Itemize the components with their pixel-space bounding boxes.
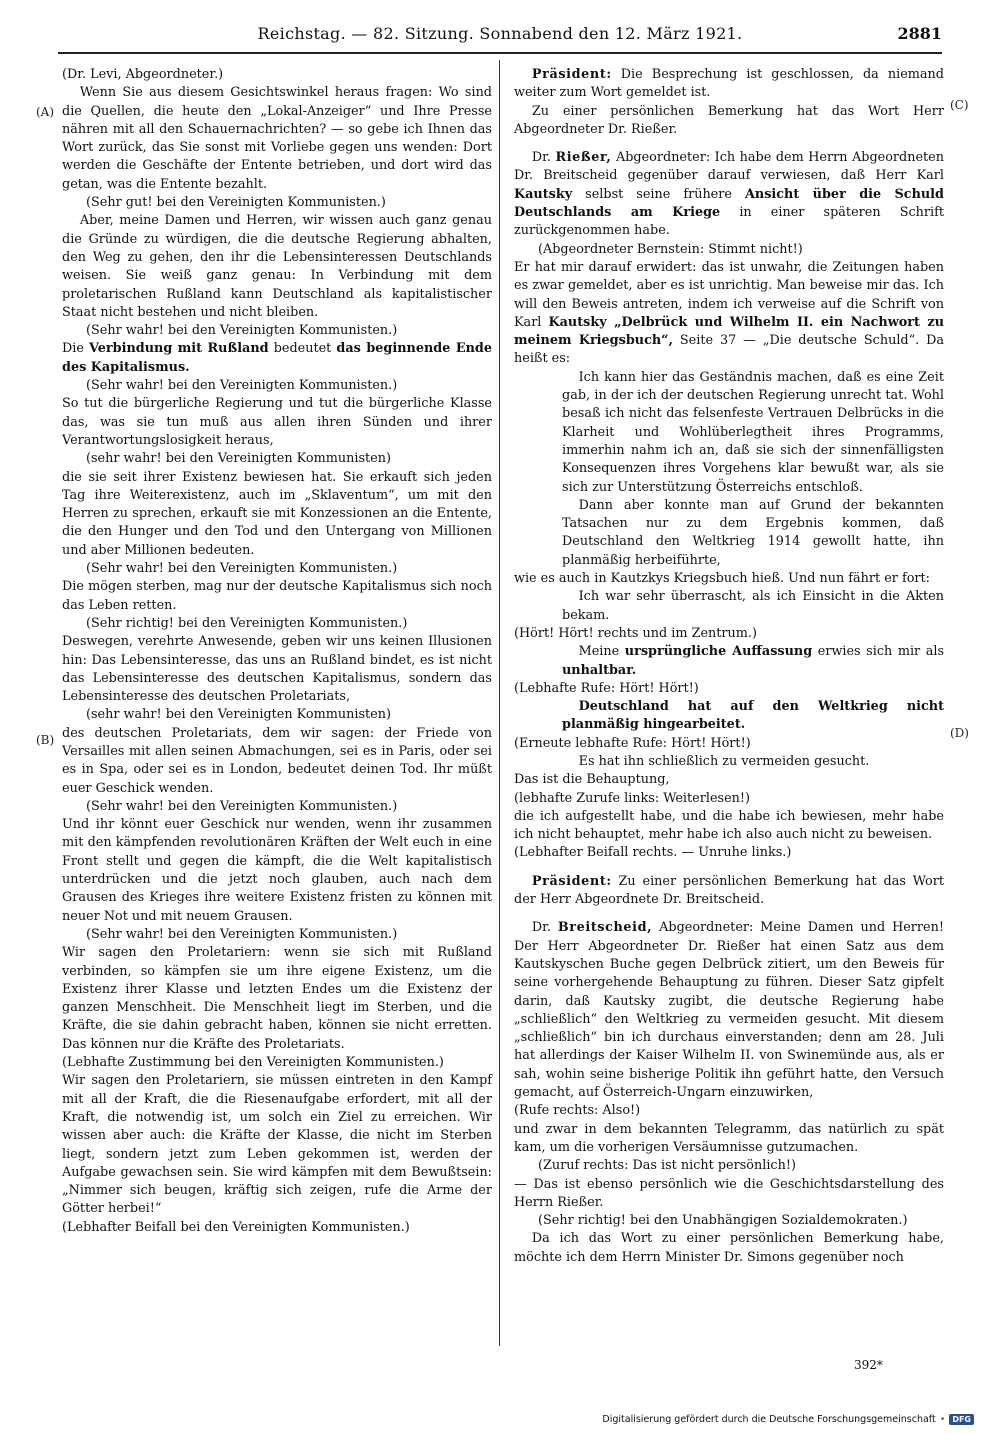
quotation — [514, 643, 944, 680]
speaker-name: Präsident: — [531, 873, 612, 889]
margin-letter-d: (D) — [950, 726, 969, 740]
emphasis: Kautsky — [514, 186, 573, 202]
text-run: Abgeordneter: Meine Damen und Herren! Der Herr Abgeordneter Dr. Rießer hat einen Satz aus dem Kautskyschen Buche gegen Delbrück zitiert, um den Beweis für seine vorhergehende Behauptung zu führen. Dieser Satz gipfelt darin, daß Kautsky zugibt, die deutsche Regierung habe „schließlich“ den Weltkrieg zu vermeiden gesucht. Mit diesem „schließlich“ bin ich durchaus einverstanden; denn am 28. Juli hat allerdings der Kaiser Wilhelm II. von Swinemünde aus, als er sah, wohin seine bisherige Politik ihn geführt hatte, den Versuch gemacht, auf Österreich-Ungarn einzuwirken, — [514, 920, 944, 1101]
quotation: Dann aber konnte man auf Grund der bekannten Tatsachen nur zu dem Ergebnis kommen, daß Deutschland den Weltkrieg 1914 gewollt hatte, ihn planmäßig herbeiführte, — [562, 497, 944, 568]
text-run: Die — [62, 341, 90, 357]
margin-letter-c: (C) — [950, 98, 969, 112]
text-run: Die Besprechung ist geschlossen, da niemand weiter zum Wort gemeldet ist. — [514, 67, 944, 101]
paragraph: die sie seit ihrer Existenz bewiesen hat. Sie erkauft sich jeden Tag ihre Weiterexistenz, auch im „Sklaventum“, um mit den Herren zu sprechen, erkauft sie mit Konzessionen an die Entente, die den Hunger und den Tod und den Untergang von Millionen und aber Millionen bedeuten. — [62, 469, 492, 558]
interjection: (sehr wahr! bei den Vereinigten Kommunisten) — [86, 451, 391, 467]
paragraph: Die mögen sterben, mag nur der deutsche Kapitalismus sich noch das Leben retten. — [62, 579, 492, 613]
paragraph: und zwar in dem bekannten Telegramm, das natürlich zu spät kam, um die vorherigen Versäumnisse gutzumachen. — [514, 1121, 944, 1155]
interjection: (sehr wahr! bei den Vereinigten Kommunisten) — [86, 707, 391, 723]
quotation: Deutschland hat auf den Weltkrieg nicht planmäßig hingearbeitet. — [562, 699, 944, 733]
paragraph — [514, 66, 944, 103]
text-run: Abgeordneter: Ich habe dem Herrn Abgeordneten Dr. Breitscheid gegenüber darauf verwiesen, daß Herr Karl — [514, 150, 944, 184]
paragraph: Aber, meine Damen und Herren, wir wissen auch ganz genau die Gründe zu würdigen, die die deutsche Regierung abhalten, den Weg zu gehen, den ihr die Lebensinteressen Deutschlands weisen. Sie weiß ganz genau: In Verbindung mit dem proletarischen Rußland kann Deutschland als kapitalistischer Staat nicht bestehen und nicht bleiben. — [62, 213, 492, 320]
margin-letter-b: (B) — [36, 733, 55, 747]
paragraph — [514, 149, 944, 240]
paragraph: Und ihr könnt euer Geschick nur wenden, wenn ihr zusammen mit den kämpfenden revolutionären Kräften der Welt euch in eine Front stellt und gegen die kämpft, die die Welt kapitalistisch unterdrücken und die jetzt noch glauben, auch nach dem Grausen des Krieges ihre weitere Existenz fristen zu können mit neuer Not und mit neuem Grausen. — [62, 817, 492, 924]
interjection: (Zuruf rechts: Das ist nicht persönlich!) — [538, 1158, 796, 1174]
quotation: Ich kann hier das Geständnis machen, daß es eine Zeit gab, in der ich der deutschen Regierung unrecht tat. Wohl besaß ich nicht das felsenfeste Vertrauen Delbrücks in die Klarheit und Wohlüberlegtheit ihres Programms, immerhin nahm ich an, daß sie sich der sinnenfälligsten Konsequenzen ihres Vorgehens klar bewußt war, als sie sich zur Unterstützung Österreichs entschloß. — [562, 369, 944, 495]
interjection: (Sehr richtig! bei den Vereinigten Kommunisten.) — [86, 615, 408, 631]
paragraph — [62, 340, 492, 377]
emphasis: Ansicht über die Schuld Deutschlands am Kriege — [514, 186, 944, 221]
interjection: (Abgeordneter Bernstein: Stimmt nicht!) — [538, 241, 803, 257]
running-title: Reichstag. — 82. Sitzung. Sonnabend den 12. März 1921. — [257, 24, 743, 43]
text-run: Er hat mir darauf erwidert: das ist unwahr, die Zeitungen haben es zwar gemeldet, aber es ist unrichtig. Man beweise mir das. Ich will den Beweis antreten, indem ich verweise auf die Schrift von Karl — [514, 259, 944, 330]
interjection: (Lebhafte Rufe: Hört! Hört!) — [514, 680, 699, 696]
interjection: (Rufe rechts: Also!) — [514, 1103, 641, 1119]
paragraph: wie es auch in Kautzkys Kriegsbuch hieß. Und nun fährt er fort: — [514, 571, 930, 587]
text-run: Zu einer persönlichen Bemerkung hat das Wort der Herr Abgeordnete Dr. Breitscheid. — [514, 873, 944, 908]
left-column — [62, 66, 492, 1237]
emphasis: Verbindung mit Rußland — [89, 341, 269, 357]
quotation: Es hat ihn schließlich zu vermeiden gesucht. — [578, 753, 870, 769]
emphasis: das beginnende Ende des Kapitalismus. — [62, 341, 493, 375]
emphasis: ursprüngliche Auffassung — [624, 644, 813, 660]
text-run: in einer späteren Schrift zurückgenommen habe. — [514, 205, 944, 239]
emphasis: Kautsky „Delbrück und Wilhelm II. ein Nachwort zu meinem Kriegsbuch“, — [514, 314, 944, 349]
interjection: (Hört! Hört! rechts und im Zentrum.) — [514, 625, 757, 641]
interjection: (Lebhafter Beifall rechts. — Unruhe links.) — [514, 845, 792, 861]
interjection: (Sehr wahr! bei den Vereinigten Kommunisten.) — [86, 561, 398, 577]
text-run: Seite 37 — „Die deutsche Schuld“. Da heißt es: — [514, 333, 944, 367]
spacer — [514, 909, 944, 919]
paragraph — [514, 873, 944, 910]
speaker-name: Präsident: — [531, 67, 612, 82]
paragraph: des deutschen Proletariats, dem wir sagen: der Friede von Versailles mit allen seinen Abmachungen, sei es in Paris, oder sei es in Spa, oder sei es in London, bedeutet deinen Tod. Ihr müßt euer Geschick wenden. — [62, 725, 492, 796]
interjection: (Lebhafter Beifall bei den Vereinigten Kommunisten.) — [62, 1219, 410, 1235]
interjection: (Erneute lebhafte Rufe: Hört! Hört!) — [514, 735, 751, 751]
paragraph: So tut die bürgerliche Regierung und tut die bürgerliche Klasse das, was sie tun muß aus allen ihren Sünden und ihrer Verantwortungslosigkeit heraus, — [62, 396, 492, 448]
interjection: (Sehr wahr! bei den Vereinigten Kommunisten.) — [86, 323, 398, 339]
interjection: (Sehr richtig! bei den Unabhängigen Sozialdemokraten.) — [538, 1213, 908, 1229]
separator-dot: • — [939, 1414, 946, 1425]
text-run: erwies sich mir als — [812, 644, 945, 660]
paragraph: die ich aufgestellt habe, und die habe ich bewiesen, mehr habe ich nicht behauptet, mehr habe ich also auch nicht zu beweisen. — [514, 808, 944, 843]
text-run: Dr. — [531, 150, 556, 166]
paragraph: Da ich das Wort zu einer persönlichen Bemerkung habe, möchte ich dem Herrn Minister Dr. Simons gegenüber noch — [514, 1231, 944, 1265]
spacer — [514, 863, 944, 873]
paragraph: — Das ist ebenso persönlich wie die Geschichtsdarstellung des Herrn Rießer. — [514, 1176, 944, 1210]
text-run: bedeutet — [268, 341, 337, 357]
paragraph: Wir sagen den Proletariern: wenn sie sich mit Rußland verbinden, so kämpfen sie um ihre eigene Existenz, um die Existenz ihrer Klasse und letzten Endes um die Existenz der ganzen Menschheit. Die Menschheit liegt im Sterben, und die Kräfte, die sie dahin gebracht haben, können sie nicht erretten. Das können nur die Kräfte des Proletariats. — [62, 945, 492, 1052]
interjection: (Lebhafte Zustimmung bei den Vereinigten Kommunisten.) — [62, 1055, 444, 1071]
text-run: Dr. — [531, 920, 558, 936]
paragraph: Deswegen, verehrte Anwesende, geben wir uns keinen Illusionen hin: Das Lebensinteresse, das uns an Rußland bindet, es ist nicht das Lebensinteresse des deutschen Kapitalismus, sondern das Lebensinteresse des deutschen Proletariats, — [62, 634, 492, 705]
text-run: Meine — [578, 644, 625, 660]
right-column — [514, 66, 944, 1267]
speaker-reference: (Dr. Levi, Abgeordneter.) — [62, 67, 224, 82]
paragraph: Wenn Sie aus diesem Gesichtswinkel heraus fragen: Wo sind die Quellen, die heute den „Lokal-Anzeiger“ und Ihre Presse nähren mit all den Schauernachrichten? — so gebe ich Ihnen das Wort zurück, das Sie sonst mit Vorliebe gegen uns wenden: Dort werden die Geschäfte der Entente betrieben, und dort wird das getan, was die Entente bezahlt. — [62, 85, 492, 192]
speaker-name: Breitscheid, — [557, 920, 653, 936]
interjection: (Sehr gut! bei den Vereinigten Kommunisten.) — [86, 195, 386, 211]
paragraph: Wir sagen den Proletariern, sie müssen eintreten in den Kampf mit all der Kraft, die die Riesenaufgabe erfordert, mit all der Kraft, die notwendig ist, um solch ein Ziel zu erreichen. Wir wissen aber auch: die Kräfte der Klasse, die nicht im Sterben liegt, sondern jetzt zum Leben gekommen ist, werden der Aufgabe gewachsen sein. Sie wird kämpfen mit dem Bewußtsein: „Nimmer sich beugen, kräftig sich zeigen, rufe die Arme der Götter herbei!“ — [62, 1073, 492, 1217]
interjection: (Sehr wahr! bei den Vereinigten Kommunisten.) — [86, 926, 398, 942]
paragraph — [514, 259, 944, 369]
paragraph: Das ist die Behauptung, — [514, 772, 670, 788]
paragraph: Zu einer persönlichen Bemerkung hat das Wort Herr Abgeordneter Dr. Rießer. — [514, 103, 944, 137]
spacer — [514, 139, 944, 149]
text-run: selbst seine frühere — [572, 186, 745, 202]
interjection: (Sehr wahr! bei den Vereinigten Kommunisten.) — [86, 378, 398, 394]
footer — [602, 1414, 974, 1425]
speaker-name: Rießer, — [555, 150, 612, 166]
column-divider — [499, 60, 500, 1346]
interjection: (lebhafte Zurufe links: Weiterlesen!) — [514, 790, 751, 806]
page-header — [58, 18, 942, 54]
page-number: 2881 — [897, 24, 942, 43]
dfg-logo-icon: DFG — [949, 1414, 974, 1425]
paragraph — [514, 919, 944, 1102]
footer-credit: Digitalisierung gefördert durch die Deutsche Forschungsgemeinschaft — [602, 1414, 936, 1425]
quotation: Ich war sehr überrascht, als ich Einsicht in die Akten bekam. — [562, 589, 944, 623]
interjection: (Sehr wahr! bei den Vereinigten Kommunisten.) — [86, 798, 398, 814]
margin-letter-a: (A) — [36, 105, 55, 119]
sheet-number: 392* — [854, 1358, 883, 1372]
emphasis: unhaltbar. — [562, 662, 637, 678]
